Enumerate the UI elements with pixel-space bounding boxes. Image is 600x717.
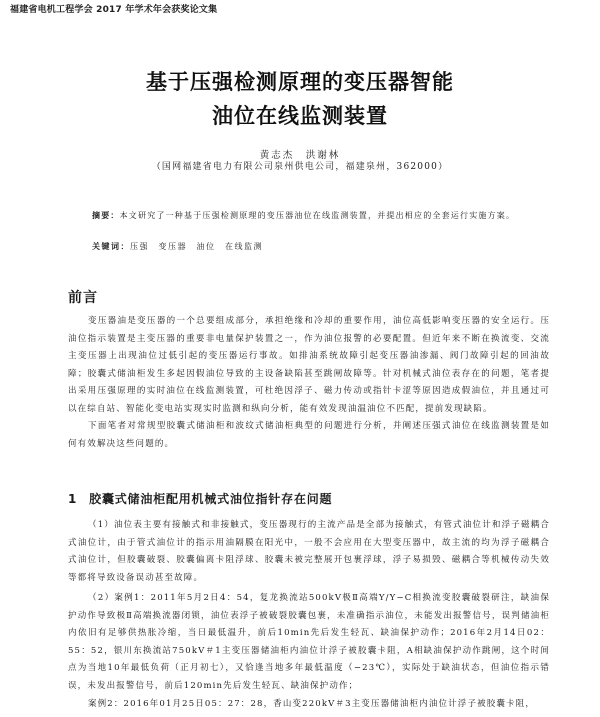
author-names: 黄志杰 洪谢林 [259, 150, 341, 161]
keywords [92, 241, 263, 252]
author-affiliation: （国网福建省电力有限公司泉州供电公司，福建泉州，362000） [151, 162, 449, 172]
section1-paragraph-1: （1）油位表主要有接触式和非接触式，变压器现行的主流产品是全部为接触式，有管式油位计和浮子磁耦合式油位计，由于管式油位计的指示用油隔膜在阳光中，一般不会应用在大型变压器中，故主流的均为浮子磁耦合式油位计，但胶囊破裂、胶囊偏离卡阻浮球、胶囊未被完整展开包裹浮球，浮子易损毁、磁耦合等机械传动失效等都将导致设备误动甚至故障。 [68, 520, 550, 583]
section-number: 1 [68, 492, 78, 506]
section1-paragraph-3: 案例2：2016年01月25日05：27：28，香山变220kV＃3主变压器储油柜内油位计浮子被胶囊卡阻， [88, 699, 535, 709]
paper-title-line-1: 基于压强检测原理的变压器智能 [146, 70, 454, 94]
section-title: 胶囊式储油柜配用机械式油位指针存在问题 [89, 492, 333, 506]
intro-paragraph-1: 变压器油是变压器的一个总要组成部分，承担绝缘和冷却的重要作用，油位高低影响变压器的安全运行。压油位指示装置是主变压器的重要非电量保护装置之一，作为油位报警的必要配置。但近年来不断在换流变、交流主变压器上出现油位过低引起的变压器运行事故。如排油系统故障引起变压器油渗漏、阀门故障引起的回油故障；胶囊式储油柜发生多起因假油位导致的主设备缺陷甚至跳闸故障等。针对机械式油位表存在的问题，笔者提出采用压强原理的实时油位在线监测装置，可杜绝因浮子、磁力传动或指针卡涩等原因造成假油位，并且通过可以在综自站、智能化变电站实现实时监测和纵向分析，能有效发现油温油位不匹配，提前发现缺陷。 [68, 316, 550, 414]
keywords-label: 关键词： [92, 241, 130, 251]
abstract-text: 本文研究了一种基于压强检测原理的变压器油位在线监测装置，并提出相应的全套运行实施方案。 [119, 211, 516, 220]
running-head: 福建省电机工程学会 2017 年学术年会获奖论文集 [10, 5, 218, 15]
intro-paragraph-2: 下面笔者对常规型胶囊式储油柜和波纹式储油柜典型的问题进行分析，并阐述压强式油位在线监测装置是如何有效解决这些问题的。 [68, 421, 550, 449]
section-heading-intro: 前言 [68, 290, 98, 306]
section1-paragraph-2: （2）案例1：2011年5月2日4：54，复龙换流站500kV极Ⅱ高端Y/Y−C相换流变胶囊破裂研注，缺油保护动作导致极Ⅱ高端换流器闭锁，油位表浮子被破裂胶囊包裹，未准确指示油位，未能发出报警信号，误判储油柜内依旧有足够供热胀冷缩，当日最低温升，前后10min先后发生轻瓦、缺油保护动作；2016年2月14日02：55：52，银川东换流站750kV＃1主变压器储油柜内油位计浮子被胶囊卡阻，A相缺油保护动作跳闸，这个时间点为当地10年最低负荷（正月初七），又恰逢当地多年最低温度（−23℃），实际处于缺油状态，但油位指示错误，未发出报警信号，前后120min先后发生轻瓦、缺油保护动作； [68, 593, 550, 691]
section-heading-1 [68, 490, 332, 507]
keywords-text: 压强 变压器 油位 在线监测 [130, 242, 263, 251]
abstract-label: 摘要： [92, 210, 120, 220]
abstract [92, 207, 532, 224]
paper-title-line-2: 油位在线监测装置 [212, 104, 388, 128]
